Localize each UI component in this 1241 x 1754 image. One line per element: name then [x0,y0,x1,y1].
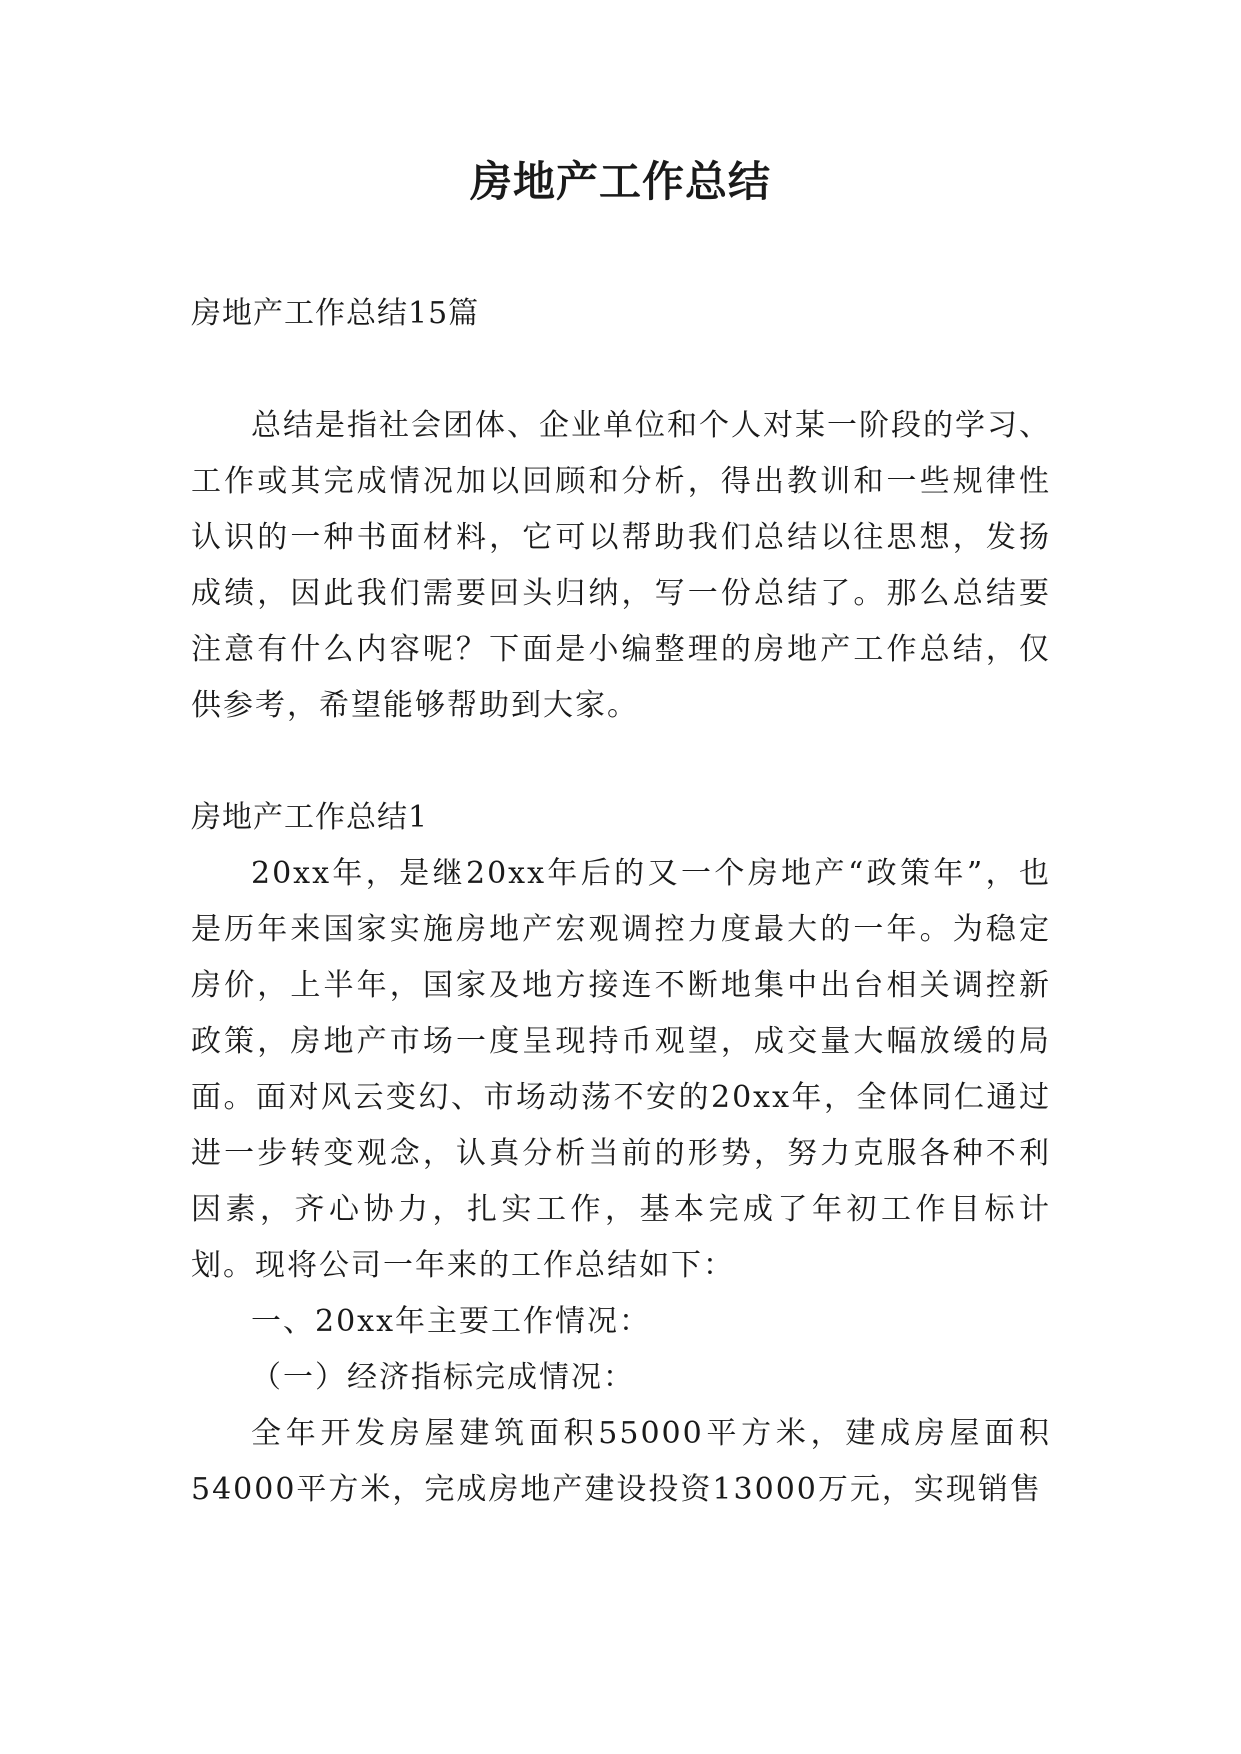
metrics-paragraph: 全年开发房屋建筑面积55000平方米，建成房屋面积54000平方米，完成房地产建设投资13000万元，实现销售 [191,1416,1051,1507]
document-title: 房地产工作总结 [469,157,771,206]
section-paragraph: 20xx年，是继20xx年后的又一个房地产“政策年”，也是历年来国家实施房地产宏观调控力度最大的一年。为稳定房价，上半年，国家及地方接连不断地集中出台相关调控新政策，房地产市场一度呈现持币观望，成交量大幅放缓的局面。面对风云变幻、市场动荡不安的20xx年，全体同仁通过进一步转变观念，认真分析当前的形势，努力克服各种不利因素，齐心协力，扎实工作，基本完成了年初工作目标计划。现将公司一年来的工作总结如下： [191,856,1051,1283]
document-subtitle: 房地产工作总结15篇 [191,296,480,331]
heading-economic-indicators: （一）经济指标完成情况： [251,1360,635,1395]
paragraph-spacer [191,734,1051,790]
intro-paragraph: 总结是指社会团体、企业单位和个人对某一阶段的学习、工作或其完成情况加以回顾和分析，得出教训和一些规律性认识的一种书面材料，它可以帮助我们总结以往思想，发扬成绩，因此我们需要回头归纳，写一份总结了。那么总结要注意有什么内容呢？下面是小编整理的房地产工作总结，仅供参考，希望能够帮助到大家。 [191,408,1051,723]
heading-main-work: 一、20xx年主要工作情况： [251,1304,652,1339]
document-body [191,286,1051,1518]
section-title: 房地产工作总结1 [191,800,429,835]
